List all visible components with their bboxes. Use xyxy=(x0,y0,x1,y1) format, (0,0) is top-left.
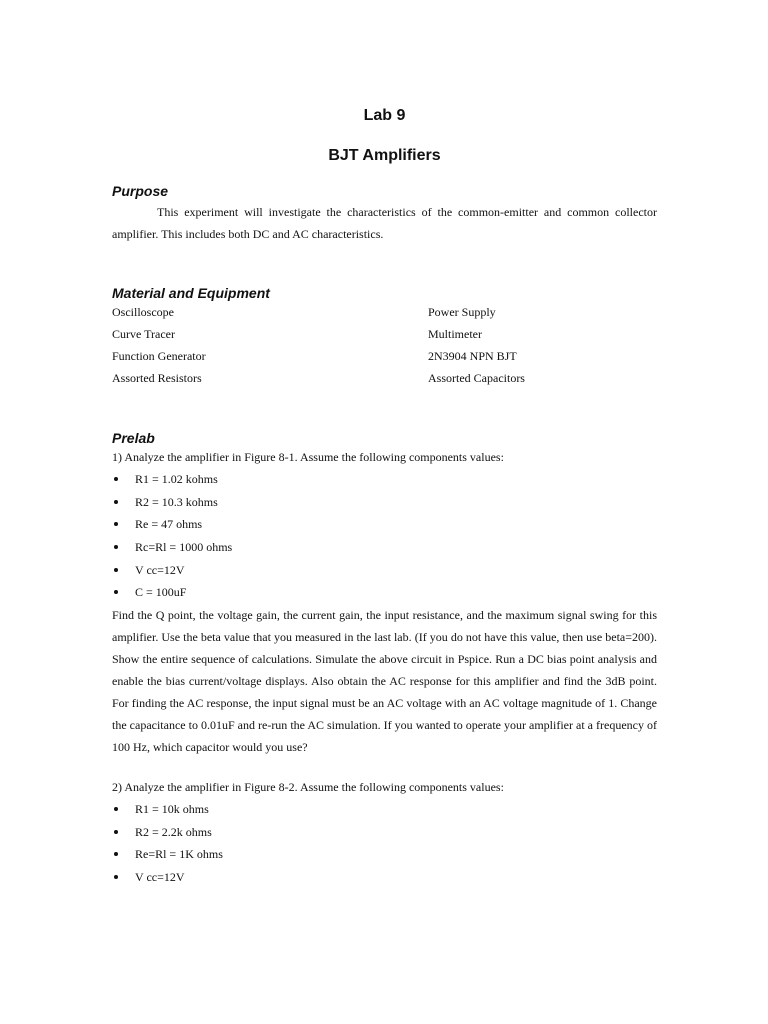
list-item: Re=Rl = 1K ohms xyxy=(112,843,657,866)
purpose-heading: Purpose xyxy=(112,183,169,199)
list-item: R2 = 10.3 kohms xyxy=(112,491,657,514)
equipment-item: Function Generator xyxy=(112,349,206,363)
list-item: V cc=12V xyxy=(112,866,657,889)
list-item: Re = 47 ohms xyxy=(112,513,657,536)
part1-component-list xyxy=(112,468,657,604)
prelab-part-2 xyxy=(112,776,657,889)
equipment-item: Oscilloscope xyxy=(112,305,174,319)
part1-intro: 1) Analyze the amplifier in Figure 8-1. Assume the following components values: xyxy=(112,450,504,464)
equipment-list xyxy=(112,301,657,389)
equipment-item: Assorted Capacitors xyxy=(428,371,525,385)
equipment-item: Power Supply xyxy=(428,305,496,319)
list-item: Rc=Rl = 1000 ohms xyxy=(112,536,657,559)
document-title: BJT Amplifiers xyxy=(328,147,441,164)
part2-intro: 2) Analyze the amplifier in Figure 8-2. Assume the following components values: xyxy=(112,780,504,794)
prelab-part-1 xyxy=(112,446,657,758)
list-item: V cc=12V xyxy=(112,559,657,582)
purpose-text: This experiment will investigate the characteristics of the common-emitter and common collector amplifier. This includes both DC and AC characteristics. xyxy=(112,205,657,241)
material-heading: Material and Equipment xyxy=(112,285,270,301)
equipment-item: Multimeter xyxy=(428,327,482,341)
list-item: R1 = 1.02 kohms xyxy=(112,468,657,491)
list-item: C = 100uF xyxy=(112,581,657,604)
equipment-item: Assorted Resistors xyxy=(112,371,202,385)
prelab-heading: Prelab xyxy=(112,430,155,446)
equipment-item: 2N3904 NPN BJT xyxy=(428,349,517,363)
list-item: R1 = 10k ohms xyxy=(112,798,657,821)
part1-instructions: Find the Q point, the voltage gain, the current gain, the input resistance, and the maximum signal swing for this amplifier. Use the beta value that you measured in the last lab. (If you do not have this value, then use beta=200). Show the entire sequence of calculations. Simulate the above circuit in Pspice. Run a DC bias point analysis and enable the bias current/voltage displays. Also obtain the AC response for this amplifier and find the 3dB point. For finding the AC response, the input signal must be an AC voltage with an AC voltage magnitude of 1. Change the capacitance to 0.01uF and re-run the AC simulation. If you wanted to operate your amplifier at a frequency of 100 Hz, which capacitor would you use? xyxy=(112,608,657,755)
lab-title: Lab 9 xyxy=(363,107,406,124)
list-item: R2 = 2.2k ohms xyxy=(112,821,657,844)
part2-component-list xyxy=(112,798,657,889)
equipment-item: Curve Tracer xyxy=(112,327,175,341)
